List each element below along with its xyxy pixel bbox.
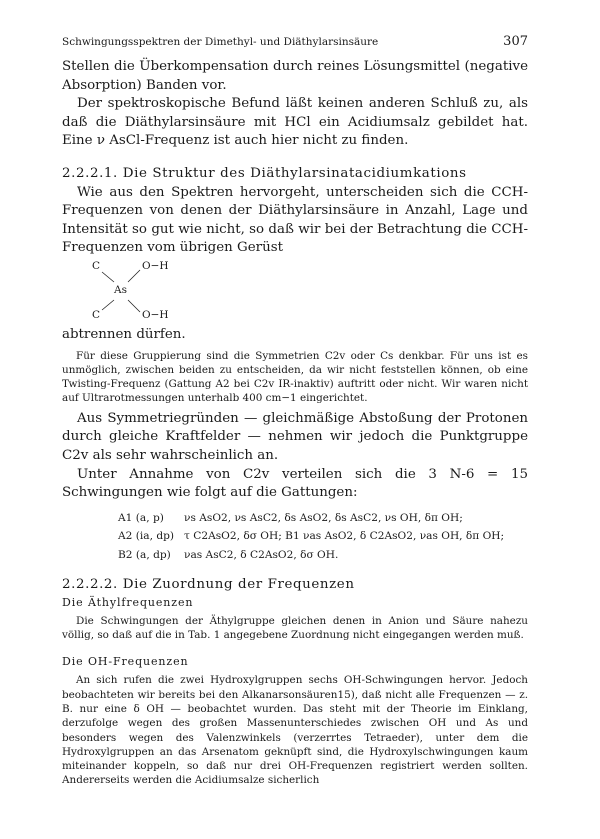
- running-title: Schwingungsspektren der Dimethyl- und Diäthylarsinsäure: [62, 36, 379, 48]
- paragraph-species-intro: Unter Annahme von C2v verteilen sich die 3 N-6 = 15 Schwingungen wie folgt auf die Gattungen:: [62, 466, 528, 501]
- page-number: 307: [503, 34, 528, 49]
- formula-arsenic: As: [114, 283, 127, 296]
- note-symmetries: Für diese Gruppierung sind die Symmetrien C2v oder Cs denkbar. Für uns ist es unmöglich, zwischen beiden zu entscheiden, da wir nicht feststellen können, ob eine Twisting-Frequenz (Gattung A2 bei C2v IR-inaktiv) auftritt oder nicht. Wir waren nicht auf Ultrarotmessungen unterhalb 400 cm−1 eingerichtet.: [62, 349, 528, 405]
- structural-formula: [62, 258, 528, 326]
- species-label: B2 (a, dp): [118, 548, 171, 561]
- subheading-oh-frequencies: Die OH-Frequenzen: [62, 655, 189, 669]
- formula-hydroxyl-bottom: O−H: [142, 308, 169, 321]
- species-row: [118, 527, 528, 546]
- species-label: A1 (a, p): [118, 511, 164, 524]
- species-label: A2 (ia, dp): [118, 530, 175, 543]
- subheading-ethyl-frequencies: Die Äthylfrequenzen: [62, 595, 194, 609]
- species-row: [118, 509, 528, 528]
- paragraph-separation: abtrennen dürfen.: [62, 326, 186, 342]
- running-header: [62, 34, 528, 58]
- formula-hydroxyl-top: O−H: [142, 259, 169, 272]
- formula-carbon-bottom: C: [92, 308, 101, 321]
- species-modes: τ C2AsO2, δσ OH; B1 νas AsO2, δ C2AsO2, νas OH, δπ OH;: [184, 530, 505, 543]
- section-heading-assignment: 2.2.2.2. Die Zuordnung der Frequenzen: [62, 577, 355, 593]
- species-modes: νas AsC2, δ C2AsO2, δσ OH.: [184, 548, 339, 561]
- species-list: [118, 509, 528, 565]
- paragraph-oh-frequencies: An sich rufen die zwei Hydroxylgruppen sechs OH-Schwingungen hervor. Jedoch beobachteten wir bereits bei den Alkanarsonsäuren15), daß nicht alle Frequenzen — z. B. nur eine δ OH — beobachtet wurden. Das steht mit der Theorie im Einklang, derzufolge wegen des großen Massenunterschiedes zwischen OH und As und besonders wegen des Valenzwinkels (verzerrtes Tetraeder), unter dem die Hydroxylgruppen an das Arsenatom geknüpft sind, die Hydroxylschwingungen kaum miteinander koppeln, so daß nur drei OH-Frequenzen registriert werden sollten. Andererseits werden die Acidiumsalze sicherlich: [62, 674, 528, 787]
- paragraph-continuation: Stellen die Überkompensation durch reines Lösungsmittel (negative Absorption) Banden vor.: [62, 59, 528, 93]
- species-modes: νs AsO2, νs AsC2, δs AsO2, δs AsC2, νs OH, δπ OH;: [184, 511, 463, 524]
- page: [62, 34, 528, 788]
- paragraph-ethyl-frequencies: Die Schwingungen der Äthylgruppe gleichen denen in Anion und Säure nahezu völlig, so daß auf die in Tab. 1 angegebene Zuordnung nicht eingegangen werden muß.: [62, 614, 528, 642]
- formula-carbon-top: C: [92, 259, 101, 272]
- section-heading-structure: 2.2.2.1. Die Struktur des Diäthylarsinatacidiumkations: [62, 165, 467, 181]
- paragraph-symmetry-argument: Aus Symmetriegründen — gleichmäßige Abstoßung der Protonen durch gleiche Kraftfelder — nehmen wir jedoch die Punktgruppe C2v als sehr wahrscheinlich an.: [62, 410, 528, 463]
- paragraph-spectroscopic-finding: Der spektroskopische Befund läßt keinen anderen Schluß zu, als daß die Diäthylarsinsäure mit HCl ein Acidiumsalz gebildet hat. Eine ν AsCl-Frequenz ist auch hier nicht zu finden.: [62, 96, 528, 149]
- species-row: [118, 546, 528, 565]
- paragraph-ccH-frequencies: Wie aus den Spektren hervorgeht, unterscheiden sich die CCH-Frequenzen von denen der Diäthylarsinsäure in Anzahl, Lage und Intensität so gut wie nicht, so daß wir bei der Betrachtung die CCH-Frequenzen vom übrigen Gerüst: [62, 184, 528, 256]
